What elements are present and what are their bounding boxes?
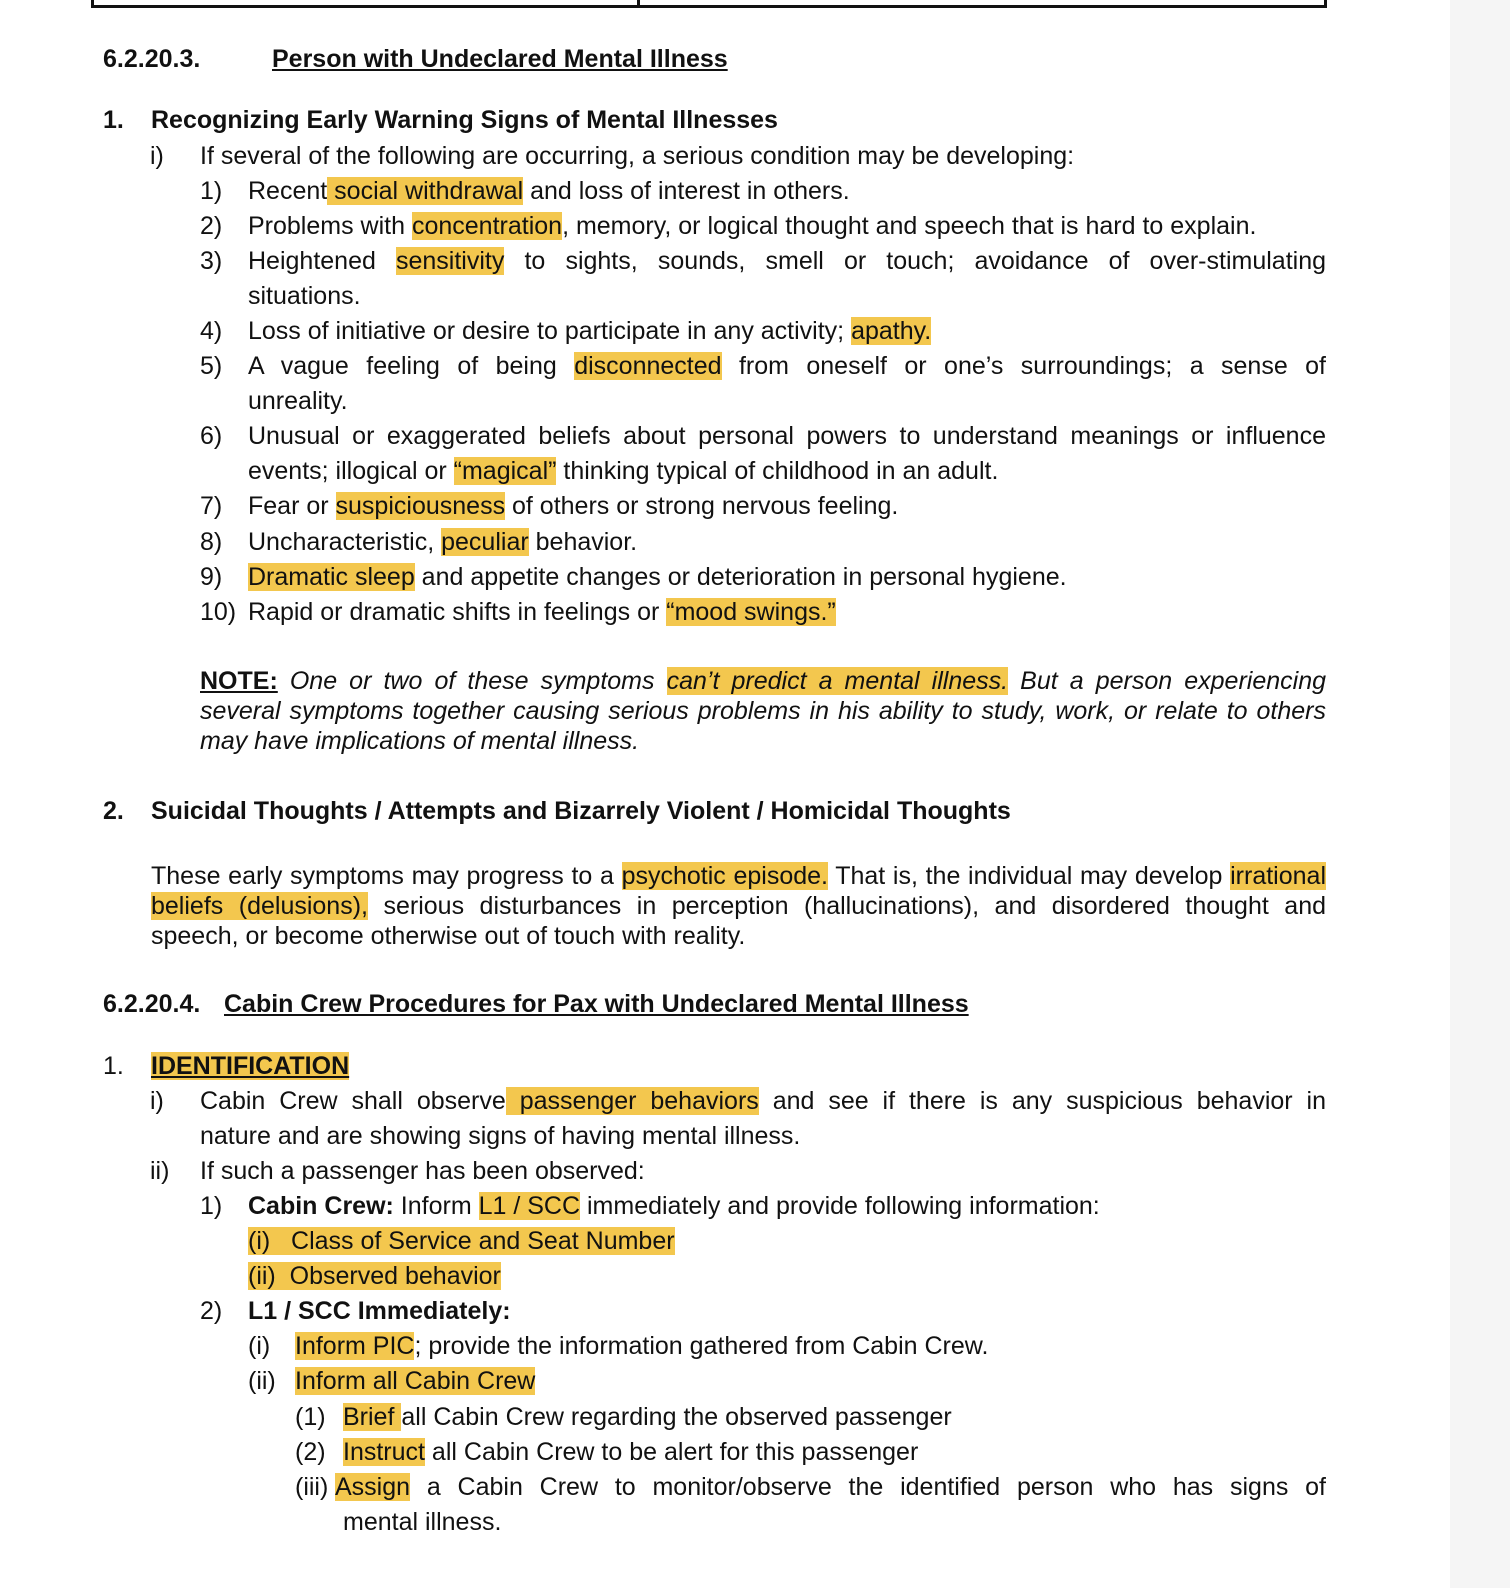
heading-number: 2. bbox=[103, 797, 124, 825]
highlight: Dramatic sleep bbox=[248, 563, 415, 591]
highlight: Instruct bbox=[343, 1438, 425, 1466]
list-marker: 1) bbox=[200, 177, 223, 205]
list-item: A vague feeling of being disconnected from oneself or one’s surroundings; a sense of bbox=[248, 352, 1326, 380]
list-item: Dramatic sleep and appetite changes or deterioration in personal hygiene. bbox=[248, 563, 1067, 591]
highlight: Brief bbox=[343, 1403, 402, 1431]
highlight: passenger behaviors bbox=[505, 1087, 759, 1115]
highlight: irrational beliefs (delusions), bbox=[151, 862, 1326, 920]
intro-text: If several of the following are occurring, a serious condition may be developing: bbox=[200, 142, 1075, 170]
highlight: (ii) Observed behavior bbox=[248, 1262, 501, 1290]
list-item: Rapid or dramatic shifts in feelings or “mood swings.” bbox=[248, 598, 836, 626]
list-marker: (iii) bbox=[295, 1473, 329, 1501]
list-item-continuation: events; illogical or “magical” thinking typical of childhood in an adult. bbox=[248, 457, 999, 485]
sub-sub-item: Brief all Cabin Crew regarding the observed passenger bbox=[343, 1403, 952, 1431]
list-item-continuation: situations. bbox=[248, 282, 361, 310]
list-marker: 3) bbox=[200, 247, 223, 275]
list-item: If such a passenger has been observed: bbox=[200, 1157, 645, 1185]
list-item: Recent social withdrawal and loss of interest in others. bbox=[248, 177, 850, 205]
heading-suicidal-thoughts: Suicidal Thoughts / Attempts and Bizarrely Violent / Homicidal Thoughts bbox=[151, 797, 1011, 825]
list-marker: 1) bbox=[200, 1192, 223, 1220]
highlight: disconnected bbox=[574, 352, 722, 380]
list-marker: i) bbox=[150, 142, 164, 170]
list-marker: (2) bbox=[295, 1438, 326, 1466]
highlight: psychotic episode. bbox=[621, 862, 828, 890]
list-marker: 9) bbox=[200, 563, 223, 591]
paragraph-psychotic: These early symptoms may progress to a psychotic episode. That is, the individual may develop irrational beliefs (delusions), serious disturbances in perception (hallucinations), and disordered thought and speech, or become otherwise out of touch with reality. bbox=[151, 862, 1326, 950]
table-divider bbox=[637, 0, 640, 8]
list-item: Heightened sensitivity to sights, sounds, smell or touch; avoidance of over-stimulating bbox=[248, 247, 1327, 275]
sub-sub-item-continuation: mental illness. bbox=[343, 1508, 502, 1536]
list-item: Loss of initiative or desire to participate in any activity; apathy. bbox=[248, 317, 932, 345]
highlight: IDENTIFICATION bbox=[151, 1052, 350, 1080]
highlight: “mood swings.” bbox=[666, 598, 836, 626]
highlight: Inform PIC bbox=[295, 1332, 415, 1360]
list-marker: i) bbox=[150, 1087, 164, 1115]
section-number: 6.2.20.4. bbox=[103, 990, 201, 1018]
sub-item bbox=[295, 1364, 535, 1398]
highlight: concentration bbox=[411, 212, 563, 240]
list-marker: 5) bbox=[200, 352, 223, 380]
sub-sub-item: Assign a Cabin Crew to monitor/observe the identified person who has signs of bbox=[335, 1473, 1326, 1501]
sub-item: Inform PIC; provide the information gathered from Cabin Crew. bbox=[295, 1332, 989, 1360]
section-number: 6.2.20.3. bbox=[103, 45, 201, 73]
highlight: can’t predict a mental illness. bbox=[666, 667, 1009, 695]
heading-early-warning: Recognizing Early Warning Signs of Mental Illnesses bbox=[151, 106, 778, 134]
list-marker: (1) bbox=[295, 1403, 326, 1431]
list-marker: 6) bbox=[200, 422, 223, 450]
list-marker: 2) bbox=[200, 1297, 223, 1325]
highlight: suspiciousness bbox=[335, 492, 506, 520]
list-item: Cabin Crew shall observe passenger behaviors and see if there is any suspicious behavior in bbox=[200, 1087, 1326, 1115]
highlight: (i) Class of Service and Seat Number bbox=[248, 1227, 675, 1255]
list-item: Unusual or exaggerated beliefs about personal powers to understand meanings or influence bbox=[248, 422, 1326, 450]
note-label: NOTE: bbox=[200, 667, 278, 695]
highlight: sensitivity bbox=[396, 247, 505, 275]
section-title: Person with Undeclared Mental Illness bbox=[272, 45, 728, 73]
highlight: Assign bbox=[335, 1473, 411, 1501]
list-marker: 8) bbox=[200, 528, 223, 556]
sub-item bbox=[248, 1259, 501, 1293]
list-item-continuation: unreality. bbox=[248, 387, 348, 415]
sub-item bbox=[248, 1224, 675, 1258]
table-bottom-border bbox=[91, 0, 1327, 8]
list-marker: 7) bbox=[200, 492, 223, 520]
step-cabin-crew: Cabin Crew: Inform L1 / SCC immediately and provide following information: bbox=[248, 1192, 1100, 1220]
heading-number: 1. bbox=[103, 1052, 124, 1080]
highlight: peculiar bbox=[441, 528, 529, 556]
highlight: “magical” bbox=[453, 457, 557, 485]
list-item-continuation: nature and are showing signs of having mental illness. bbox=[200, 1122, 801, 1150]
list-marker: 2) bbox=[200, 212, 223, 240]
highlight: Inform all Cabin Crew bbox=[295, 1367, 536, 1395]
highlight: L1 / SCC bbox=[478, 1192, 581, 1220]
list-marker: 4) bbox=[200, 317, 223, 345]
note-paragraph: NOTE: One or two of these symptoms can’t predict a mental illness. But a person experiencing several symptoms together causing serious problems in his ability to study, work, or relate to others may have implications of mental illness. bbox=[200, 667, 1327, 755]
highlight: apathy. bbox=[851, 317, 932, 345]
list-marker: (ii) bbox=[248, 1367, 276, 1395]
heading-identification bbox=[151, 1049, 349, 1083]
list-marker: 10) bbox=[200, 598, 237, 626]
list-marker: ii) bbox=[150, 1157, 170, 1185]
list-item: Uncharacteristic, peculiar behavior. bbox=[248, 528, 638, 556]
page-edge-shadow bbox=[1450, 0, 1510, 1588]
highlight: social withdrawal bbox=[327, 177, 524, 205]
list-marker: (i) bbox=[248, 1332, 271, 1360]
list-item: Fear or suspiciousness of others or strong nervous feeling. bbox=[248, 492, 899, 520]
list-item: Problems with concentration, memory, or logical thought and speech that is hard to explain. bbox=[248, 212, 1257, 240]
sub-sub-item: Instruct all Cabin Crew to be alert for this passenger bbox=[343, 1438, 919, 1466]
section-title: Cabin Crew Procedures for Pax with Undeclared Mental Illness bbox=[224, 990, 969, 1018]
step-l1-scc: L1 / SCC Immediately: bbox=[248, 1297, 511, 1325]
heading-number: 1. bbox=[103, 106, 124, 134]
